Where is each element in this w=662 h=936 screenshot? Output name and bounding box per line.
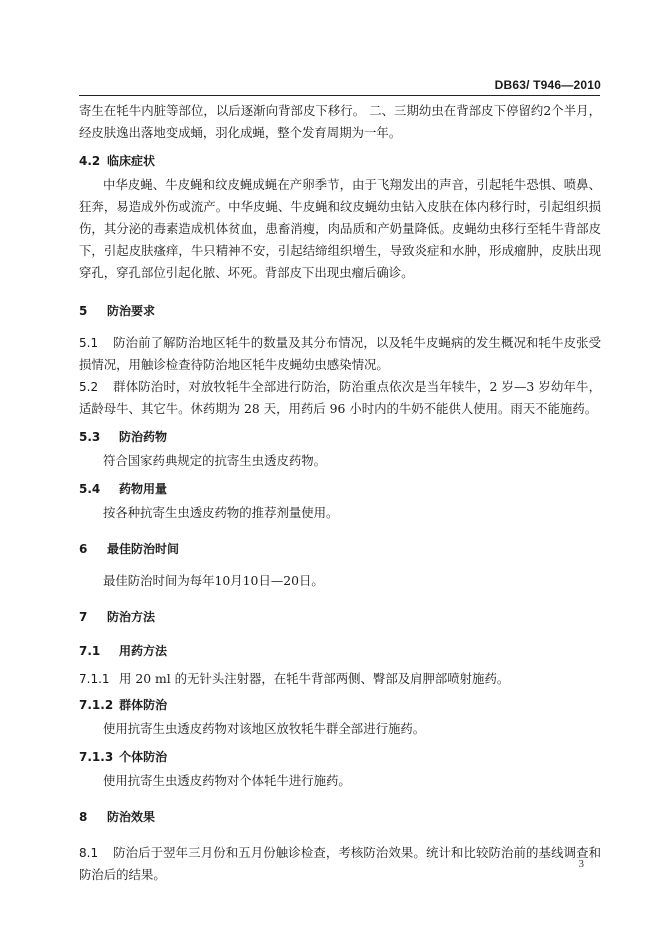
heading-number: 7.1.2 (79, 698, 114, 712)
section-5-4-body: 按各种抗寄生虫透皮药物的推荐剂量使用。 (103, 505, 339, 520)
section-6-body: 最佳防治时间为每年10月10日—20日。 (103, 573, 324, 588)
heading-number: 6 (79, 542, 88, 556)
heading-number: 5.3 (79, 430, 101, 444)
heading-number: 4.2 (79, 154, 101, 168)
document-code: DB63/ T946—2010 (494, 78, 601, 92)
clause-text: 群体防治时，对放牧牦牛全部进行防治，防治重点依次是当年犊牛，2 岁—3 岁幼年牛，适龄母牛、其它牛。休药期为 28 天，用药后 96 小时内的牛奶不能供人使用。雨天不能施药。 (79, 379, 601, 416)
heading-5-4 (79, 480, 601, 498)
heading-number: 5.4 (79, 482, 101, 496)
section-5-1 (79, 332, 601, 376)
document-body (79, 100, 601, 886)
heading-title: 群体防治 (119, 698, 168, 712)
heading-title: 用药方法 (119, 644, 168, 658)
heading-number: 8 (79, 810, 88, 824)
section-8-1 (79, 842, 601, 886)
clause-number: 7.1.1 (79, 672, 110, 686)
clause-number: 5.1 (79, 336, 99, 350)
section-5-2 (79, 376, 601, 420)
heading-title: 防治药物 (119, 430, 168, 444)
heading-5-3 (79, 428, 601, 446)
heading-title: 防治要求 (107, 304, 156, 318)
heading-4-2 (79, 152, 601, 170)
heading-number: 7 (79, 610, 88, 624)
heading-number: 5 (79, 304, 88, 318)
intro-paragraph: 寄生在牦牛内脏等部位，以后逐渐向背部皮下移行。 二、三期幼虫在背部皮下停留约2个半月，经皮肤逸出落地变成蛹，羽化成蝇，整个发育周期为一年。 (79, 103, 601, 140)
heading-6 (79, 540, 601, 558)
clause-text: 防治后于翌年三月份和五月份触诊检查，考核防治效果。统计和比较防治前的基线调查和防治后的结果。 (79, 845, 601, 882)
section-7-1-3-body: 使用抗寄生虫透皮药物对个体牦牛进行施药。 (103, 773, 351, 788)
heading-title: 临床症状 (107, 154, 156, 168)
heading-title: 防治效果 (107, 810, 156, 824)
heading-number: 7.1.3 (79, 750, 114, 764)
heading-title: 个体防治 (119, 750, 168, 764)
heading-7-1-3 (79, 748, 601, 766)
heading-7-1 (79, 642, 601, 660)
clause-number: 5.2 (79, 380, 99, 394)
heading-7 (79, 608, 601, 626)
section-5-3-body: 符合国家药典规定的抗寄生虫透皮药物。 (103, 453, 327, 468)
heading-7-1-2 (79, 696, 601, 714)
heading-title: 防治方法 (107, 610, 156, 624)
heading-title: 最佳防治时间 (107, 542, 180, 556)
clause-number: 8.1 (79, 846, 99, 860)
clause-text: 防治前了解防治地区牦牛的数量及其分布情况，以及牦牛皮蝇病的发生概况和牦牛皮张受损情况，用触诊检查待防治地区牦牛皮蝇幼虫感染情况。 (79, 335, 601, 372)
header-rule (79, 95, 600, 96)
heading-5 (79, 302, 601, 320)
heading-8 (79, 808, 601, 826)
section-4-2-body: 中华皮蝇、牛皮蝇和纹皮蝇成蝇在产卵季节，由于飞翔发出的声音，引起牦牛恐惧、喷鼻、狂奔，易造成外伤或流产。中华皮蝇、牛皮蝇和纹皮蝇幼虫钻入皮肤在体内移行时，引起组织损伤，其分泌的毒素造成机体贫血，患畜消瘦，肉品质和产奶量降低。皮蝇幼虫移行至牦牛背部皮下，引起皮肤瘙痒，牛只精神不安，引起结缔组织增生，导致炎症和水肿，形成瘤肿，皮肤出现穿孔，穿孔部位引起化脓、坏死。背部皮下出现虫瘤后确诊。 (79, 177, 601, 280)
section-7-1-2-body: 使用抗寄生虫透皮药物对该地区放牧牦牛群全部进行施药。 (103, 721, 426, 736)
heading-title: 药物用量 (119, 482, 168, 496)
clause-text: 用 20 ml 的无针头注射器，在牦牛背部两侧、臀部及肩胛部喷射施药。 (119, 671, 510, 686)
section-7-1-1 (79, 668, 601, 690)
page-number: 3 (578, 858, 584, 870)
heading-number: 7.1 (79, 644, 101, 658)
